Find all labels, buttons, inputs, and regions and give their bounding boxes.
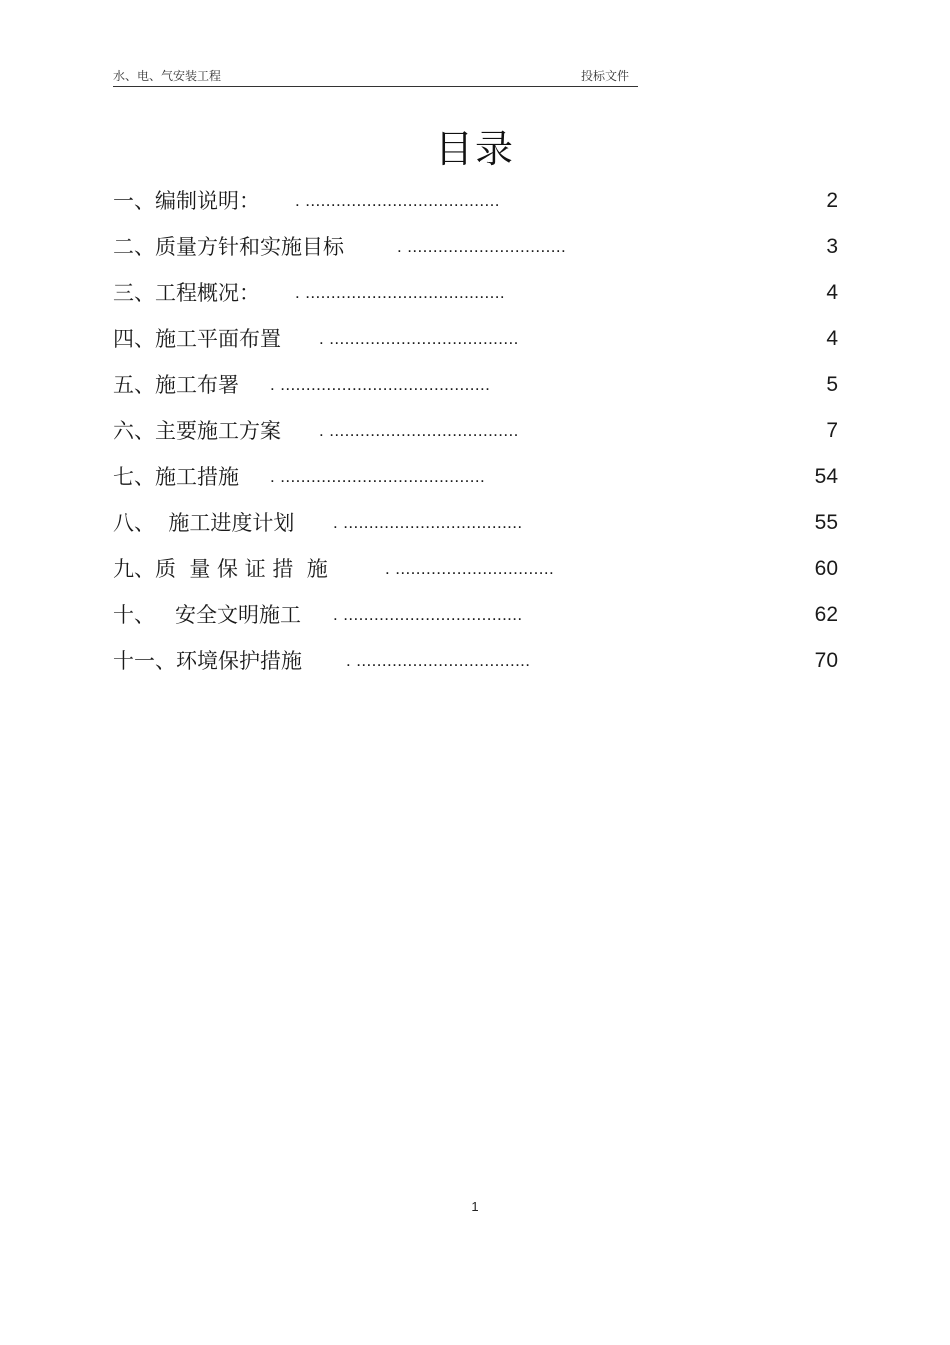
- toc-entry-label: 二、质量方针和实施目标: [113, 235, 344, 259]
- toc-entry-leader: . ...............................: [385, 559, 555, 578]
- toc-entry-page: 54: [814, 465, 838, 488]
- toc-entry-page: 4: [826, 327, 838, 350]
- toc-entry-page: 5: [826, 373, 838, 396]
- toc-entry-page: 7: [826, 419, 838, 442]
- header-project-name: 水、电、气安装工程: [113, 69, 222, 83]
- toc-entry-leader: . ...............................: [397, 237, 567, 256]
- toc-entry[interactable]: [113, 454, 838, 500]
- toc-entry[interactable]: [113, 362, 838, 408]
- toc-entry[interactable]: [113, 408, 838, 454]
- toc-entry[interactable]: [113, 224, 838, 270]
- toc-entry[interactable]: [113, 638, 838, 684]
- toc-entry-page: 62: [814, 603, 838, 626]
- toc-entry[interactable]: [113, 546, 838, 592]
- toc-entry-page: 2: [826, 189, 838, 212]
- toc-entry-leader: . ...................................: [333, 513, 523, 532]
- toc-entry[interactable]: [113, 270, 838, 316]
- toc-entry-page: 3: [826, 235, 838, 258]
- toc-entry-page: 70: [814, 649, 838, 672]
- toc-entry[interactable]: [113, 500, 838, 546]
- toc-entry[interactable]: [113, 178, 838, 224]
- toc-entry-label: 六、主要施工方案: [113, 419, 281, 443]
- toc-entry-label: 一、编制说明：: [113, 189, 260, 213]
- toc-entry-leader: . .....................................: [319, 421, 519, 440]
- toc-entry[interactable]: [113, 316, 838, 362]
- toc-entry-leader: . .........................................: [270, 375, 491, 394]
- toc-entry-page: 55: [814, 511, 838, 534]
- toc-entry-label: 三、工程概况：: [113, 281, 260, 305]
- toc-entry-leader: . ......................................: [295, 191, 500, 210]
- toc-entry-label: 十一、环境保护措施: [113, 649, 302, 673]
- header-document-type: 投标文件: [581, 69, 630, 83]
- table-of-contents: [113, 178, 838, 684]
- toc-entry-leader: . ........................................: [270, 467, 486, 486]
- toc-entry-page: 60: [814, 557, 838, 580]
- toc-entry-leader: . ..................................: [346, 651, 531, 670]
- toc-entry-label: 八、 施工进度计划: [113, 511, 295, 535]
- toc-entry-leader: . .....................................: [319, 329, 519, 348]
- page-number: 1: [471, 1199, 479, 1214]
- toc-entry[interactable]: [113, 592, 838, 638]
- toc-entry-leader: . ...................................: [333, 605, 523, 624]
- toc-title: 目录: [434, 127, 515, 171]
- toc-entry-leader: . .......................................: [295, 283, 506, 302]
- page-header: [113, 64, 638, 87]
- toc-entry-page: 4: [826, 281, 838, 304]
- toc-entry-label: 九、质 量 保 证 措 施: [113, 557, 328, 581]
- toc-entry-label: 十、 安全文明施工: [113, 603, 302, 627]
- toc-entry-label: 五、施工布署: [113, 373, 239, 397]
- toc-entry-label: 七、施工措施: [113, 465, 239, 489]
- toc-entry-label: 四、施工平面布置: [113, 327, 281, 351]
